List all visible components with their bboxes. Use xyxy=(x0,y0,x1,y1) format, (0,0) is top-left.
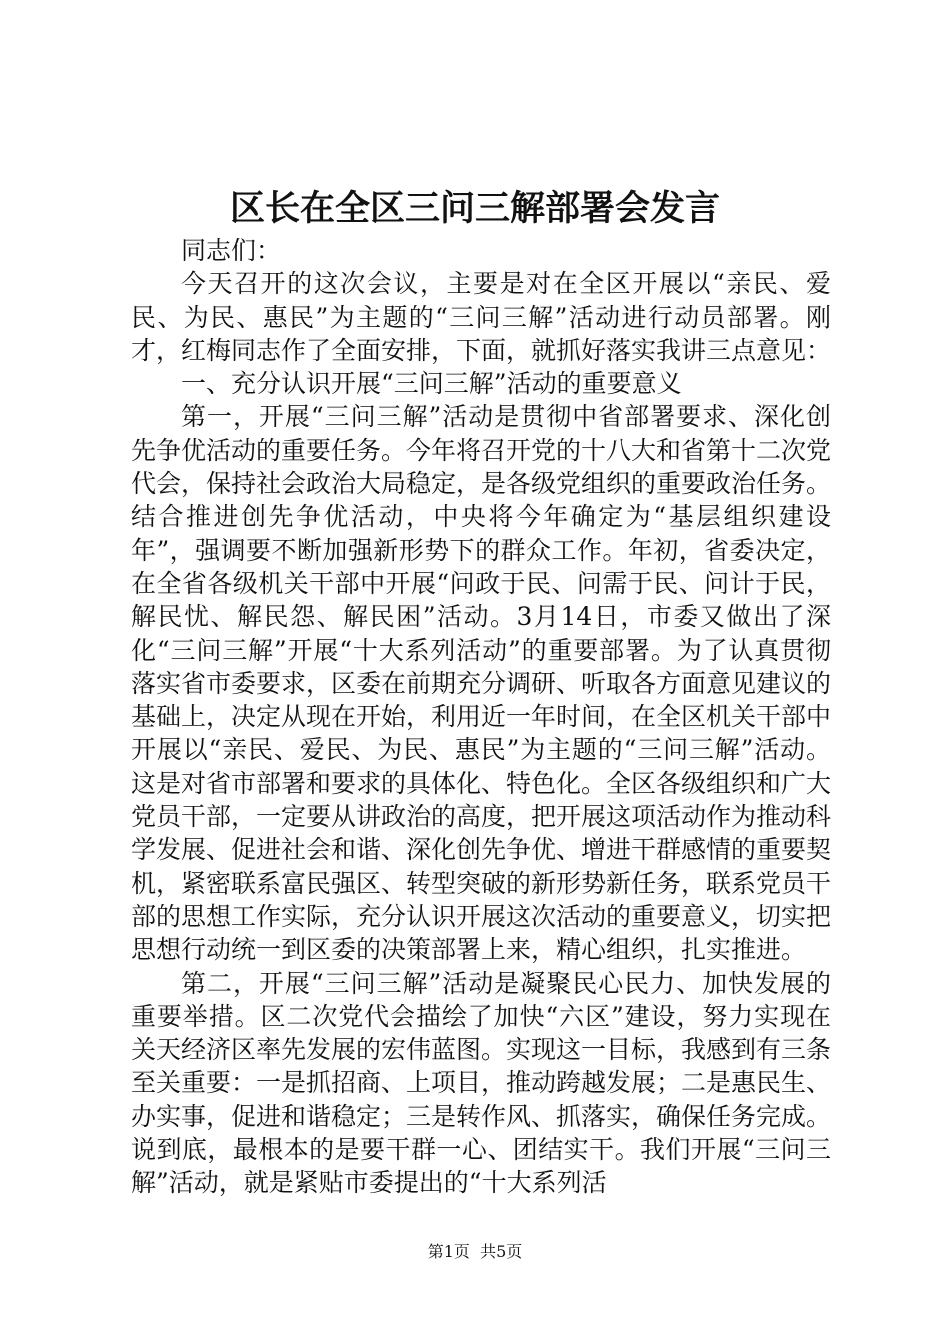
page-total: 共5页 xyxy=(480,1242,523,1261)
document-title: 区长在全区三问三解部署会发言 xyxy=(229,188,720,229)
intro-paragraph: 今天召开的这次会议，主要是对在全区开展以“亲民、爱民、为民、惠民”为主题的“三问三解”活动进行动员部署。刚才，红梅同志作了全面安排，下面，就抓好落实我讲三点意见： xyxy=(131,269,832,365)
page-footer xyxy=(0,1240,950,1264)
section-heading-1: 一、充分认识开展“三问三解”活动的重要意义 xyxy=(181,369,682,399)
document-body xyxy=(131,234,831,1200)
page-number: 第1页 xyxy=(427,1242,470,1261)
salutation-paragraph: 同志们： xyxy=(181,236,282,265)
point-two-paragraph: 第二，开展“三问三解”活动是凝聚民心民力、加快发展的重要举措。区二次党代会描绘了加快“六区”建设，努力实现在关天经济区率先发展的宏伟蓝图。实现这一目标，我感到有三条至关重要：一是抓招商、上项目，推动跨越发展；二是惠民生、办实事，促进和谐稳定；三是转作风、抓落实，确保任务完成。说到底，最根本的是要干群一心、团结实干。我们开展“三问三解”活动，就是紧贴市委提出的“十大系列活 xyxy=(131,968,832,1198)
point-one-paragraph: 第一，开展“三问三解”活动是贯彻中省部署要求、深化创先争优活动的重要任务。今年将召开党的十八大和省第十二次党代会，保持社会政治大局稳定，是各级党组织的重要政治任务。结合推进创先争优活动，中央将今年确定为“基层组织建设年”，强调要不断加强新形势下的群众工作。年初，省委决定，在全省各级机关干部中开展“问政于民、问需于民、问计于民，解民忧、解民怨、解民困”活动。3月14日，市委又做出了深化“三问三解”开展“十大系列活动”的重要部署。为了认真贯彻落实省市委要求，区委在前期充分调研、听取各方面意见建议的基础上，决定从现在开始，利用近一年时间，在全区机关干部中开展以“亲民、爱民、为民、惠民”为主题的“三问三解”活动。这是对省市部署和要求的具体化、特色化。全区各级组织和广大党员干部，一定要从讲政治的高度，把开展这项活动作为推动科学发展、促进社会和谐、深化创先争优、增进干群感情的重要契机，紧密联系富民强区、转型突破的新形势新任务，联系党员干部的思想工作实际，充分认识开展这次活动的重要意义，切实把思想行动统一到区委的决策部署上来，精心组织，扎实推进。 xyxy=(131,402,832,965)
